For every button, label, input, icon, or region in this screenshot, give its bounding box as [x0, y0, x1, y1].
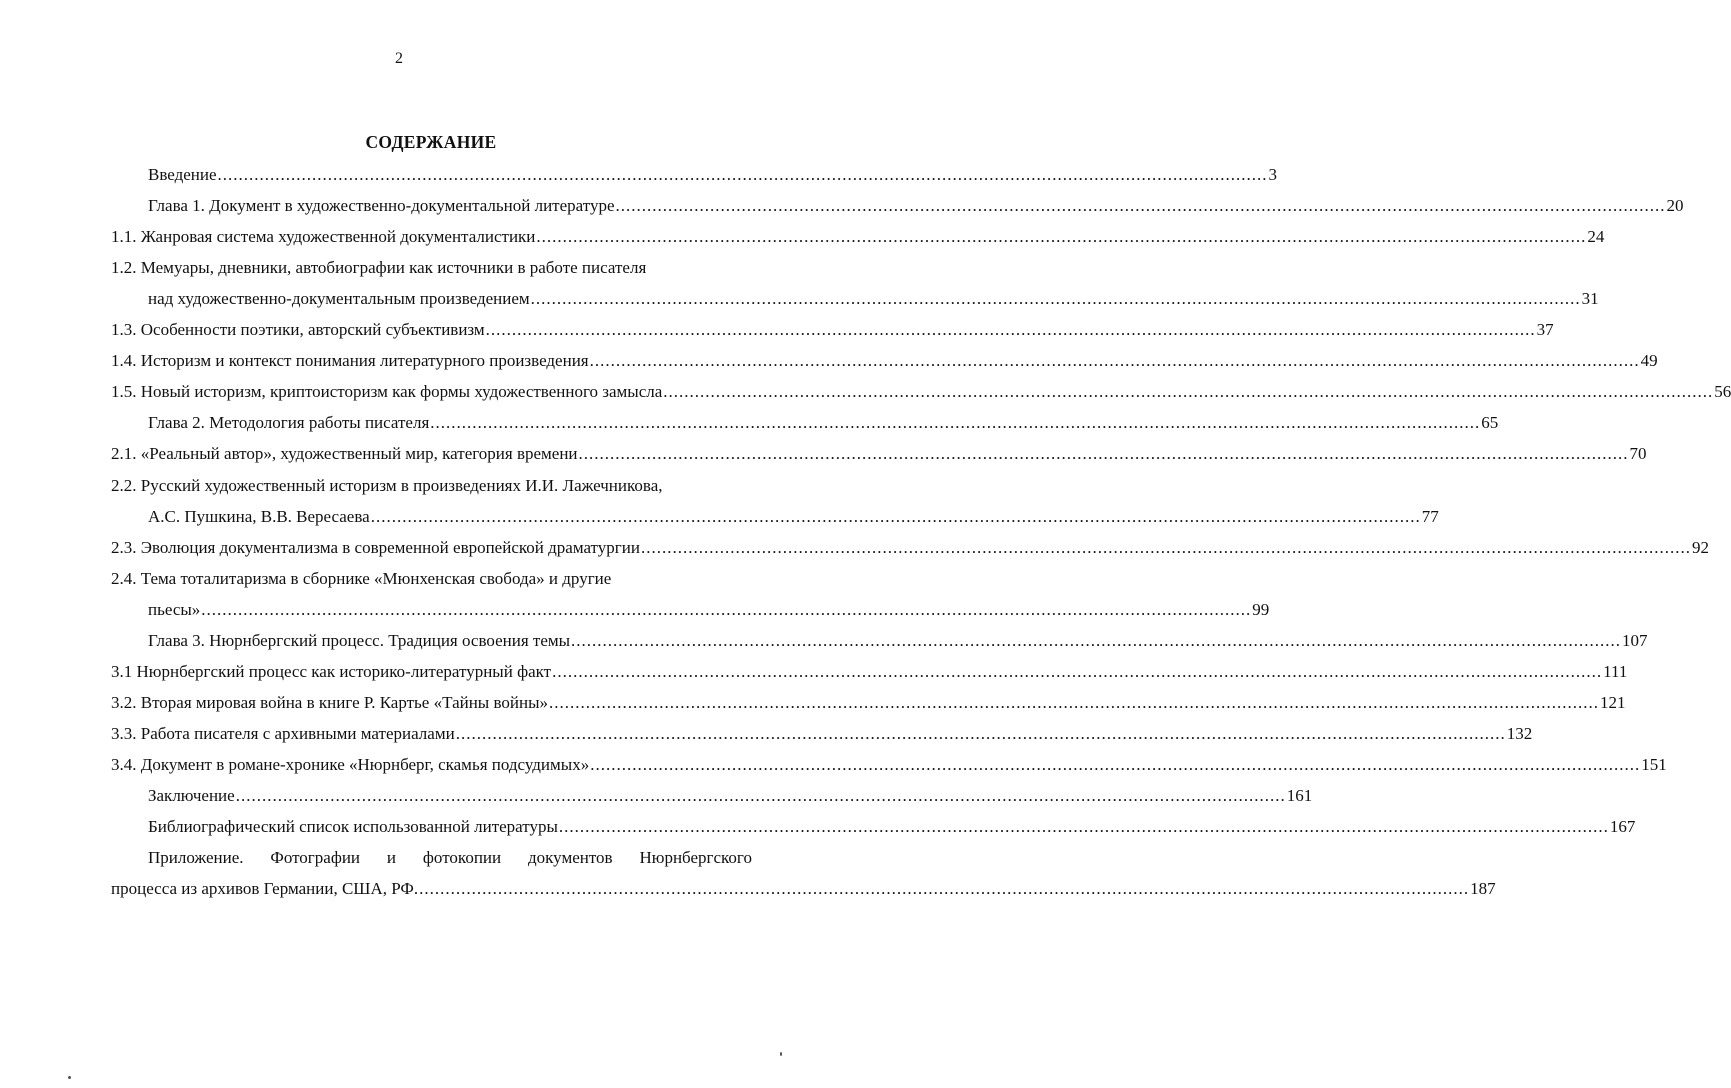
toc-entry [111, 349, 1658, 373]
toc-entry-page: 49 [1640, 351, 1658, 370]
toc-leader-dots: ........................................................................................................................................................................................................ [370, 507, 1421, 526]
toc-leader-dots: ........................................................................................................................................................................................................ [590, 755, 1641, 774]
toc-entry [148, 598, 1270, 622]
toc-leader-dots: ........................................................................................................................................................................................................ [615, 196, 1666, 215]
toc-entry [111, 380, 1731, 404]
toc-entry [111, 691, 1626, 715]
scan-speck [68, 1076, 71, 1079]
toc-entry-label: А.С. Пушкина, В.В. Вересаева [148, 507, 370, 526]
toc-entry-page: 111 [1603, 662, 1628, 681]
toc-entry-page: 20 [1666, 196, 1684, 215]
toc-entry [111, 567, 738, 591]
toc-leader-dots: ........................................................................................................................................................................................................ [455, 724, 1506, 743]
toc-entry-label: Приложение. Фотографии и фотокопии документов Нюрнбергского [148, 848, 752, 867]
toc-entry-label: пьесы» [148, 600, 201, 619]
toc-entry-label: 3.2. Вторая мировая война в книге Р. Картье «Тайны войны» [111, 693, 549, 712]
toc-entry [148, 815, 1636, 839]
toc-leader-dots: ........................................................................................................................................................................................................ [578, 444, 1629, 463]
toc-entry-page: 56 [1714, 382, 1731, 401]
toc-entry-label: Заключение [148, 786, 235, 805]
toc-entry [111, 474, 748, 498]
toc-entry-label: 3.4. Документ в романе-хронике «Нюрнберг, скамья подсудимых» [111, 755, 590, 774]
toc-entry [148, 411, 1499, 435]
toc-entry-page: 187 [1470, 879, 1496, 898]
toc-entry [111, 442, 1647, 466]
toc-leader-dots: ........................................................................................................................................................................................................ [552, 662, 1603, 681]
toc-leader-dots: ........................................................................................................................................................................................................ [201, 600, 1252, 619]
toc-entry [148, 846, 752, 870]
toc-entry-page: 132 [1506, 724, 1533, 743]
toc-entry-page: 167 [1609, 817, 1636, 836]
toc-entry-label: процесса из архивов Германии, США, РФ. [111, 879, 419, 898]
toc-leader-dots: ........................................................................................................................................................................................................ [217, 165, 1268, 184]
toc-entry [111, 318, 1554, 342]
toc-entry [111, 877, 1496, 901]
toc-entry [111, 536, 1709, 560]
toc-leader-dots: ........................................................................................................................................................................................................ [536, 227, 1587, 246]
page-number: 2 [395, 50, 403, 67]
toc-entry-page: 3 [1268, 165, 1278, 184]
toc-leader-dots: ........................................................................................................................................................................................................ [589, 351, 1640, 370]
toc-entry-page: 77 [1421, 507, 1439, 526]
toc-leader-dots: ........................................................................................................................................................................................................ [530, 289, 1581, 308]
toc-entry-label: 1.2. Мемуары, дневники, автобиографии как источники в работе писателя [111, 258, 647, 277]
toc-leader-dots: ........................................................................................................................................................................................................ [430, 413, 1481, 432]
toc-entry [148, 505, 1439, 529]
toc-entry-label: 1.1. Жанровая система художественной документалистики [111, 227, 536, 246]
toc-entry-label: 1.4. Историзм и контекст понимания литературного произведения [111, 351, 589, 370]
toc-entry-label: 2.4. Тема тоталитаризма в сборнике «Мюнхенская свобода» и другие [111, 569, 612, 588]
toc-entry-label: над художественно-документальным произведением [148, 289, 530, 308]
toc-entry-label: 2.2. Русский художественный историзм в произведениях И.И. Лажечникова, [111, 476, 663, 495]
toc-entry-page: 37 [1536, 320, 1554, 339]
toc-entry-label: 3.1 Нюрнбергский процесс как историко-литературный факт [111, 662, 552, 681]
toc-leader-dots: ........................................................................................................................................................................................................ [640, 538, 1691, 557]
toc-entry [111, 722, 1533, 746]
toc-entry-page: 121 [1600, 693, 1626, 712]
toc-entry-label: 1.5. Новый историзм, криптоисторизм как формы художественного замысла [111, 382, 663, 401]
toc-entry-label: Библиографический список использованной литературы [148, 817, 558, 836]
toc-leader-dots: ........................................................................................................................................................................................................ [485, 320, 1536, 339]
toc-entry-label: 2.3. Эволюция документализма в современной европейской драматургии [111, 538, 640, 557]
toc-entry [111, 225, 1605, 249]
toc-leader-dots: ........................................................................................................................................................................................................ [571, 631, 1622, 650]
toc-entry-label: Глава 3. Нюрнбергский процесс. Традиция освоения темы [148, 631, 571, 650]
toc-entry-page: 161 [1286, 786, 1313, 805]
toc-entry-page: 151 [1641, 755, 1667, 774]
toc-entry [111, 256, 705, 280]
toc-entry [148, 163, 1278, 187]
toc-leader-dots: ........................................................................................................................................................................................................ [419, 879, 1470, 898]
toc-entry-page: 24 [1587, 227, 1605, 246]
toc-entry-label: Введение [148, 165, 217, 184]
toc-entry-label: Глава 1. Документ в художественно-документальной литературе [148, 196, 615, 215]
toc-leader-dots: ........................................................................................................................................................................................................ [235, 786, 1286, 805]
toc-leader-dots: ........................................................................................................................................................................................................ [663, 382, 1714, 401]
toc-entry-label: 1.3. Особенности поэтики, авторский субъективизм [111, 320, 485, 339]
toc-entry-page: 92 [1691, 538, 1709, 557]
toc-leader-dots: ........................................................................................................................................................................................................ [549, 693, 1600, 712]
toc-entry-label: 3.3. Работа писателя с архивными материалами [111, 724, 455, 743]
toc-entry [148, 629, 1648, 653]
toc-entry [111, 753, 1667, 777]
toc-leader-dots: ........................................................................................................................................................................................................ [558, 817, 1609, 836]
toc-entry [148, 784, 1313, 808]
toc-entry-page: 31 [1581, 289, 1599, 308]
toc-entry-label: Глава 2. Методология работы писателя [148, 413, 430, 432]
toc-entry-label: 2.1. «Реальный автор», художественный мир, категория времени [111, 444, 578, 463]
toc-entry-page: 107 [1622, 631, 1648, 650]
toc-entry [148, 287, 1599, 311]
toc-entry [111, 660, 1628, 684]
toc-entry-page: 70 [1629, 444, 1647, 463]
toc-entry-page: 99 [1252, 600, 1270, 619]
toc-title: СОДЕРЖАНИЕ [365, 132, 497, 152]
toc-entry [148, 194, 1684, 218]
toc-entry-page: 65 [1481, 413, 1499, 432]
scan-speck [780, 1052, 782, 1056]
